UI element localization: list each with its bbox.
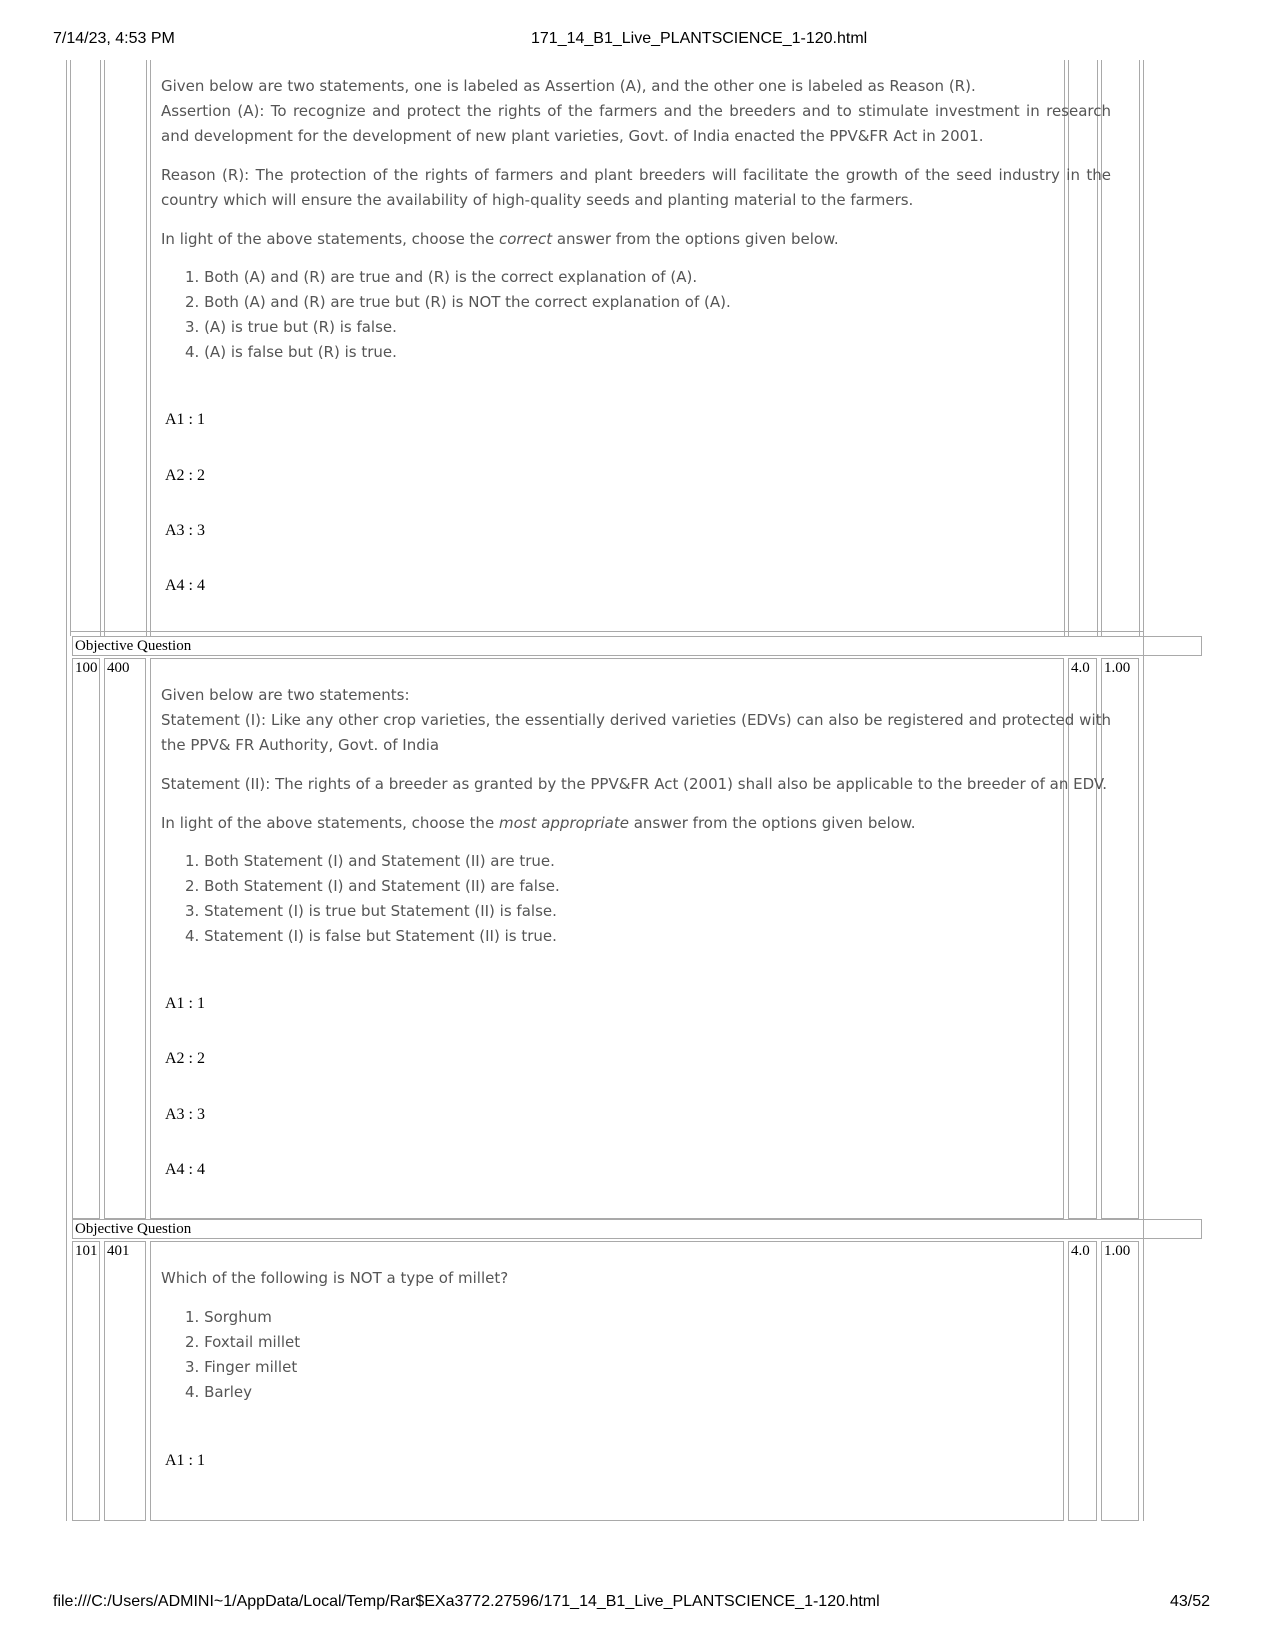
question-101-options [185,1305,300,1405]
prompt-pre: In light of the above statements, choose the [161,230,499,248]
question-negative-marks: 1.00 [1101,658,1139,1219]
option-item: 2. Foxtail millet [185,1333,301,1351]
question-id: 401 [104,1241,146,1521]
assertion-text: Assertion (A): To recognize and protect the rights of the farmers and the breeders and to stimulate investment in research and development for the development of new plant varieties, Govt. of India enacted the PPV&FR Act in 2001. [161,102,1111,145]
question-prompt [161,227,1111,252]
statement-1: Statement (I): Like any other crop varieties, the essentially derived varieties (EDVs) can also be registered and protected with the PPV& FR Authority, Govt. of India [161,711,1111,754]
option-item: 2. Both (A) and (R) are true but (R) is NOT the correct explanation of (A). [185,293,731,311]
answer-label: A4 : 4 [165,577,205,594]
statement-2: Statement (II): The rights of a breeder as granted by the PPV&FR Act (2001) shall also be applicable to the breeder of an EDV. [161,775,1107,793]
question-intro: Given below are two statements, one is labeled as Assertion (A), and the other one is labeled as Reason (R). [161,77,976,95]
answer-label: A3 : 3 [165,522,205,539]
question-intro: Given below are two statements: [161,686,410,704]
question-marks: 4.0 [1068,1241,1097,1521]
prompt-post: answer from the options given below. [628,814,916,832]
outer-border [1143,636,1144,1219]
option-item: 1. Both Statement (I) and Statement (II) are true. [185,852,555,870]
outer-border [66,636,67,1219]
answer-label: A2 : 2 [165,467,205,484]
reason-text: Reason (R): The protection of the rights of farmers and plant breeders will facilitate the growth of the seed industry in the country which will ensure the availability of high-quality seeds and planting material to the farmers. [161,166,1111,209]
section-label: Objective Question [72,636,1202,656]
prompt-post: answer from the options given below. [552,230,839,248]
question-prompt [161,811,1111,836]
print-datetime: 7/14/23, 4:53 PM [53,30,175,47]
answer-label: A4 : 4 [165,1161,205,1178]
prompt-emphasis: most appropriate [498,814,629,832]
option-item: 1. Sorghum [185,1308,272,1326]
answer-label: A1 : 1 [165,995,205,1012]
print-title: 171_14_B1_Live_PLANTSCIENCE_1-120.html [531,30,868,47]
question-number: 100 [72,658,100,1219]
option-item: 2. Both Statement (I) and Statement (II) are false. [185,877,560,895]
question-negative-marks: 1.00 [1101,1241,1139,1521]
option-item: 1. Both (A) and (R) are true and (R) is the correct explanation of (A). [185,268,698,286]
question-99-options [185,265,731,365]
prompt-emphasis: correct [498,230,553,248]
option-item: 4. Statement (I) is false but Statement (II) is true. [185,927,557,945]
answer-label: A3 : 3 [165,1106,205,1123]
option-item: 3. Statement (I) is true but Statement (II) is false. [185,902,557,920]
question-number: 101 [72,1241,100,1521]
option-item: 3. (A) is true but (R) is false. [185,318,397,336]
prompt-pre: In light of the above statements, choose the [161,814,499,832]
answer-label: A2 : 2 [165,1050,205,1067]
outer-border [1143,1219,1144,1521]
answer-label: A1 : 1 [165,411,205,428]
question-101-text [161,1266,1111,1291]
section-label: Objective Question [72,1219,1202,1239]
question-99-text [161,74,1111,252]
answer-label: A1 : 1 [165,1452,205,1469]
question-id: 400 [104,658,146,1219]
question-100-options [185,849,560,949]
option-item: 3. Finger millet [185,1358,298,1376]
print-page-number: 43/52 [1170,1593,1211,1610]
option-item: 4. (A) is false but (R) is true. [185,343,397,361]
print-file-path: file:///C:/Users/ADMINI~1/AppData/Local/Temp/Rar$EXa3772.27596/171_14_B1_Live_PLANTSCIENCE_1-120.html [53,1593,880,1610]
outer-border [66,1219,67,1521]
option-item: 4. Barley [185,1383,253,1401]
question-100-text [161,683,1111,836]
question-text: Which of the following is NOT a type of millet? [161,1269,509,1287]
question-marks: 4.0 [1068,658,1097,1219]
